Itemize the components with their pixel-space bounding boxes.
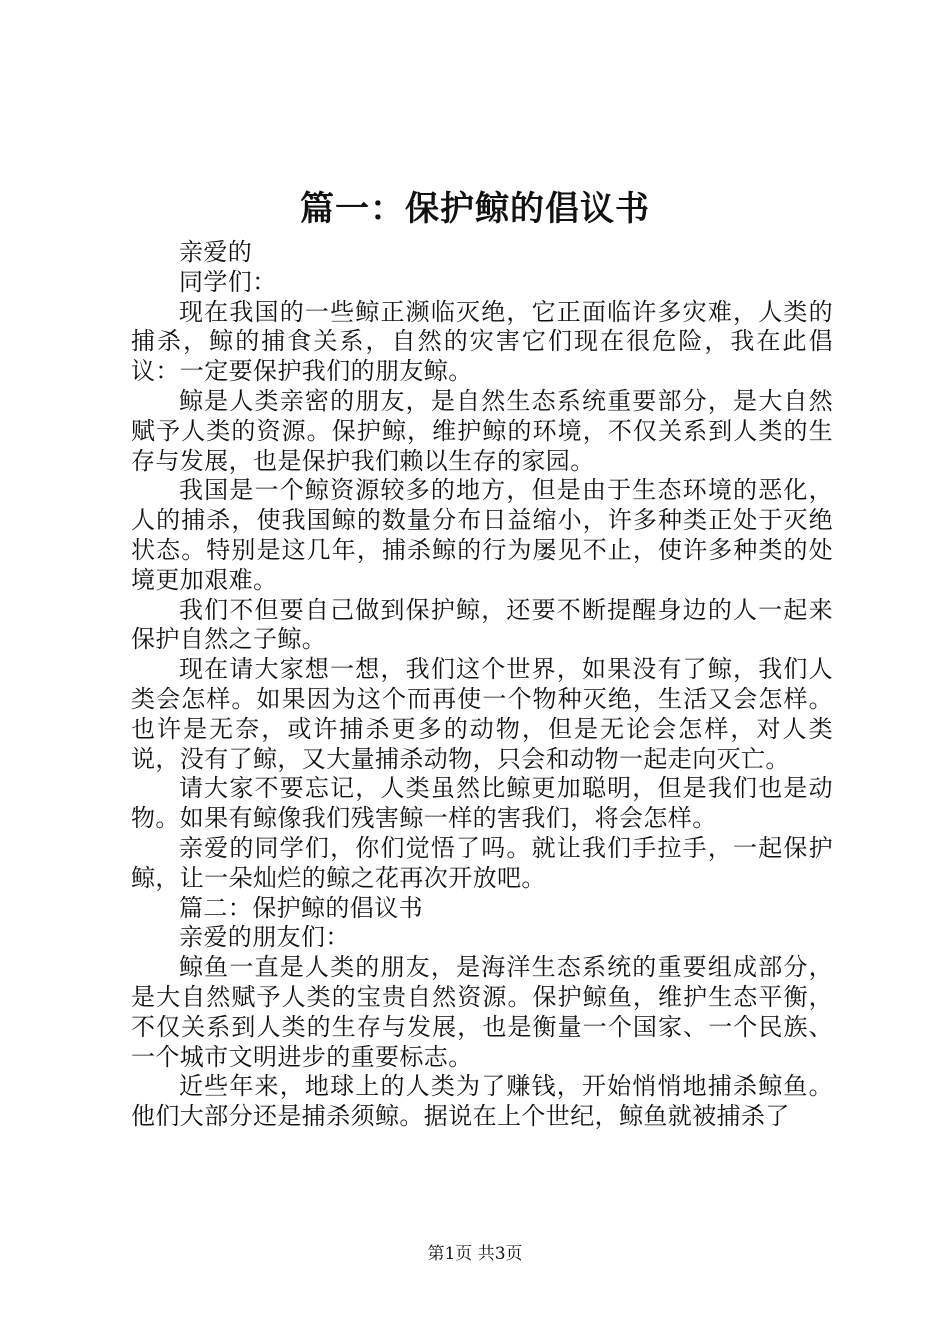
document-body [131, 238, 833, 1132]
paragraph: 鲸鱼一直是人类的朋友，是海洋生态系统的重要组成部分，是大自然赋予人类的宝贵自然资源。保护鲸鱼，维护生态平衡，不仅关系到人类的生存与发展，也是衡量一个国家、一个民族、一个城市文明进步的重要标志。 [131, 953, 833, 1071]
document-title: 篇一：保护鲸的倡议书 [300, 189, 650, 229]
page-footer: 第1页 共3页 [427, 1244, 523, 1264]
paragraph: 现在我国的一些鲸正濒临灭绝，它正面临许多灾难，人类的捕杀，鲸的捕食关系，自然的灾害它们现在很危险，我在此倡议：一定要保护我们的朋友鲸。 [131, 297, 833, 386]
paragraph: 近些年来，地球上的人类为了赚钱，开始悄悄地捕杀鲸鱼。他们大部分还是捕杀须鲸。据说在上个世纪，鲸鱼就被捕杀了 [131, 1072, 833, 1131]
paragraph: 现在请大家想一想，我们这个世界，如果没有了鲸，我们人类会怎样。如果因为这个而再使一个物种灭绝，生活又会怎样。也许是无奈，或许捕杀更多的动物，但是无论会怎样，对人类说，没有了鲸，又大量捕杀动物，只会和动物一起走向灭亡。 [131, 655, 833, 773]
paragraph: 我们不但要自己做到保护鲸，还要不断提醒身边的人一起来保护自然之子鲸。 [131, 595, 833, 654]
paragraph: 亲爱的 [179, 238, 253, 266]
section-heading: 篇二：保护鲸的倡议书 [179, 893, 423, 922]
paragraph: 请大家不要忘记，人类虽然比鲸更加聪明，但是我们也是动物。如果有鲸像我们残害鲸一样的害我们，将会怎样。 [131, 774, 833, 833]
paragraph: 鲸是人类亲密的朋友，是自然生态系统重要部分，是大自然赋予人类的资源。保护鲸，维护鲸的环境，不仅关系到人类的生存与发展，也是保护我们赖以生存的家园。 [131, 386, 833, 475]
paragraph: 我国是一个鲸资源较多的地方，但是由于生态环境的恶化，人的捕杀，使我国鲸的数量分布日益缩小，许多种类正处于灭绝状态。特别是这几年，捕杀鲸的行为屡见不止，使许多种类的处境更加艰难。 [131, 476, 833, 594]
paragraph: 亲爱的朋友们： [179, 923, 350, 952]
paragraph: 亲爱的同学们，你们觉悟了吗。就让我们手拉手，一起保护鲸，让一朵灿烂的鲸之花再次开放吧。 [131, 833, 833, 892]
paragraph: 同学们： [179, 267, 277, 296]
